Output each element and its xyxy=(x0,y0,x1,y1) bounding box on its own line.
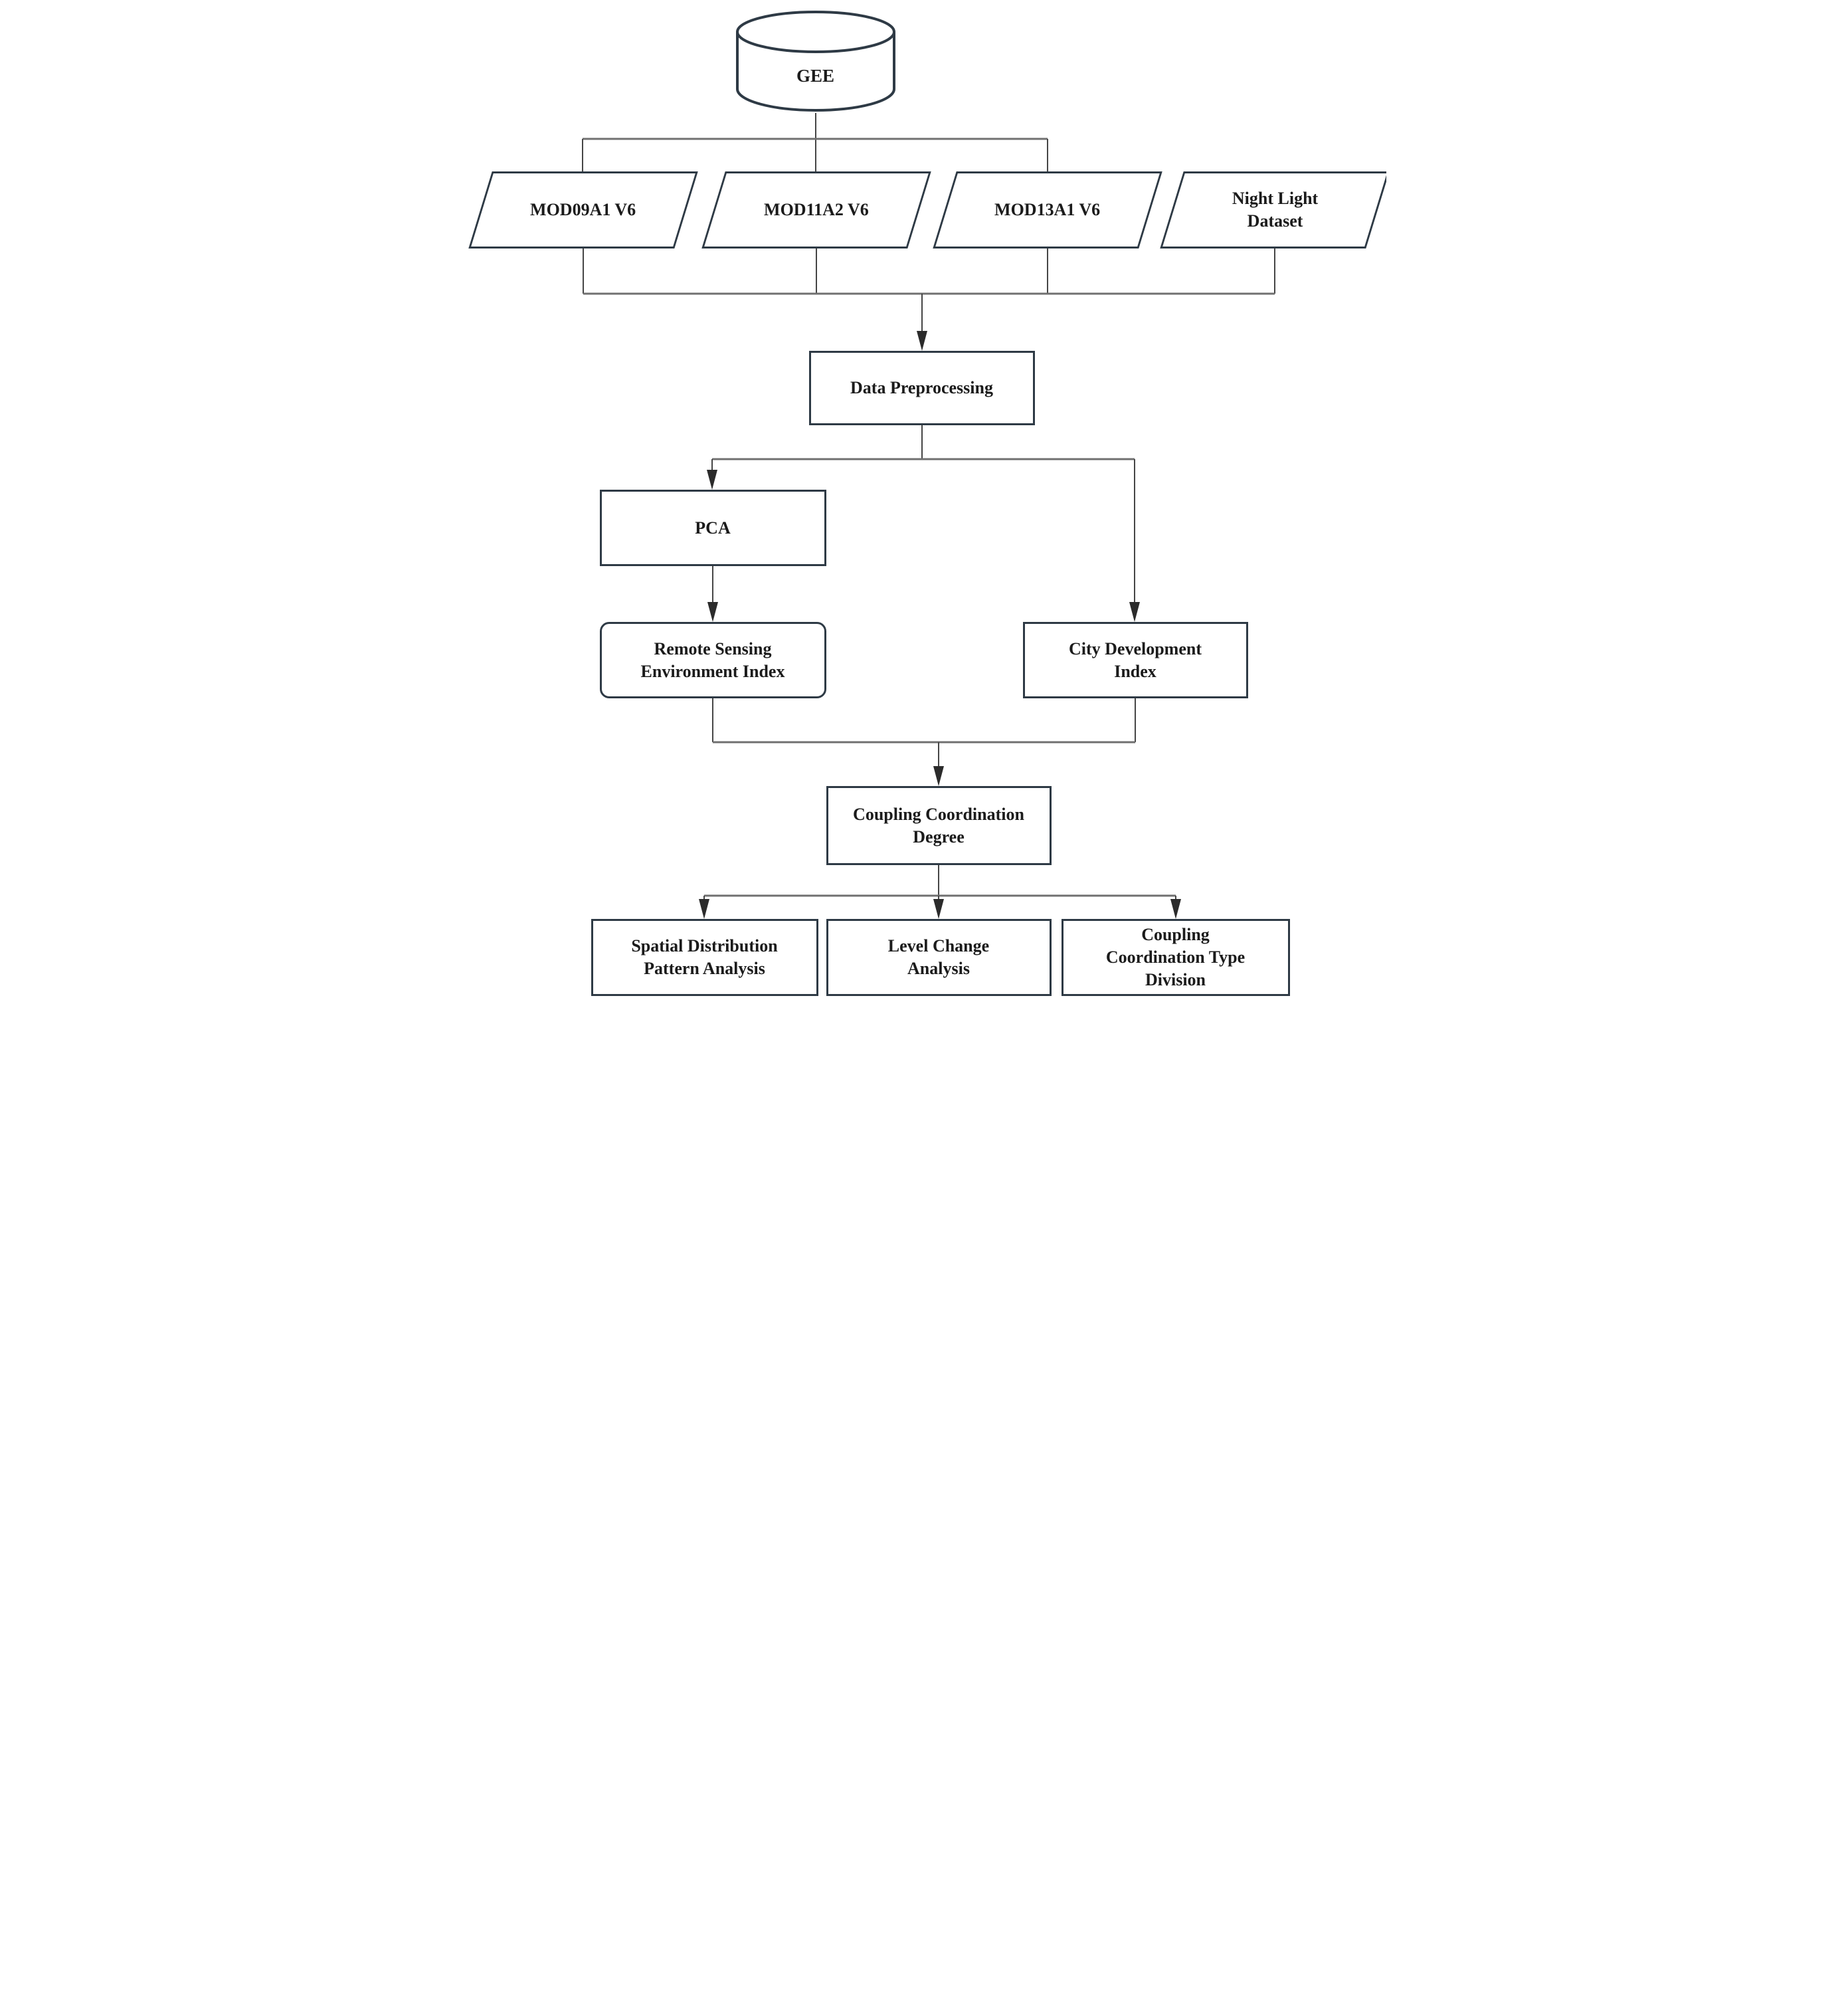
arrowhead-pca xyxy=(707,470,717,490)
node-label-night-light: Night Light Dataset xyxy=(1231,189,1318,231)
node-label-level-change: Level Change Analysis xyxy=(887,936,990,978)
node-city-development-index xyxy=(1023,622,1248,698)
node-remote-sensing-environment-index xyxy=(600,622,826,698)
arrowhead-rsei xyxy=(707,602,718,622)
flowchart-canvas xyxy=(462,0,1386,998)
node-coupling-coordination-degree xyxy=(826,786,1052,865)
node-label-gee: GEE xyxy=(796,66,835,86)
node-label-cdi: City Development Index xyxy=(1068,639,1202,681)
node-label-rsei: Remote Sensing Environment Index xyxy=(640,639,785,681)
arrowhead-spatial xyxy=(699,899,709,919)
node-label-coupling-type: Coupling Coordination Type Division xyxy=(1105,925,1246,989)
node-level-change-analysis xyxy=(826,919,1052,996)
node-mod13a1 xyxy=(933,171,1162,249)
node-label-spatial: Spatial Distribution Pattern Analysis xyxy=(631,936,778,978)
node-label-ccd: Coupling Coordination Degree xyxy=(853,804,1024,847)
node-mod11a2 xyxy=(701,171,931,249)
node-coupling-coordination-type-division xyxy=(1062,919,1290,996)
arrowhead-datapreprocessing xyxy=(917,331,927,351)
node-label-mod11a2: MOD11A2 V6 xyxy=(763,200,869,220)
arrowhead-couplingtype xyxy=(1170,899,1181,919)
node-mod09a1 xyxy=(468,171,697,249)
node-label-mod09a1: MOD09A1 V6 xyxy=(529,200,636,220)
node-label-data-preprocessing: Data Preprocessing xyxy=(850,378,993,398)
node-night-light-dataset xyxy=(1160,171,1386,249)
arrowhead-couplingdegree xyxy=(933,766,944,786)
node-gee-database xyxy=(735,8,897,113)
node-spatial-distribution-pattern-analysis xyxy=(591,919,818,996)
node-pca xyxy=(600,490,826,566)
node-label-pca: PCA xyxy=(695,518,731,538)
node-data-preprocessing xyxy=(809,351,1035,425)
arrowhead-citydevelopment xyxy=(1129,602,1140,622)
node-label-mod13a1: MOD13A1 V6 xyxy=(994,200,1101,220)
arrowhead-levelchange xyxy=(933,899,944,919)
